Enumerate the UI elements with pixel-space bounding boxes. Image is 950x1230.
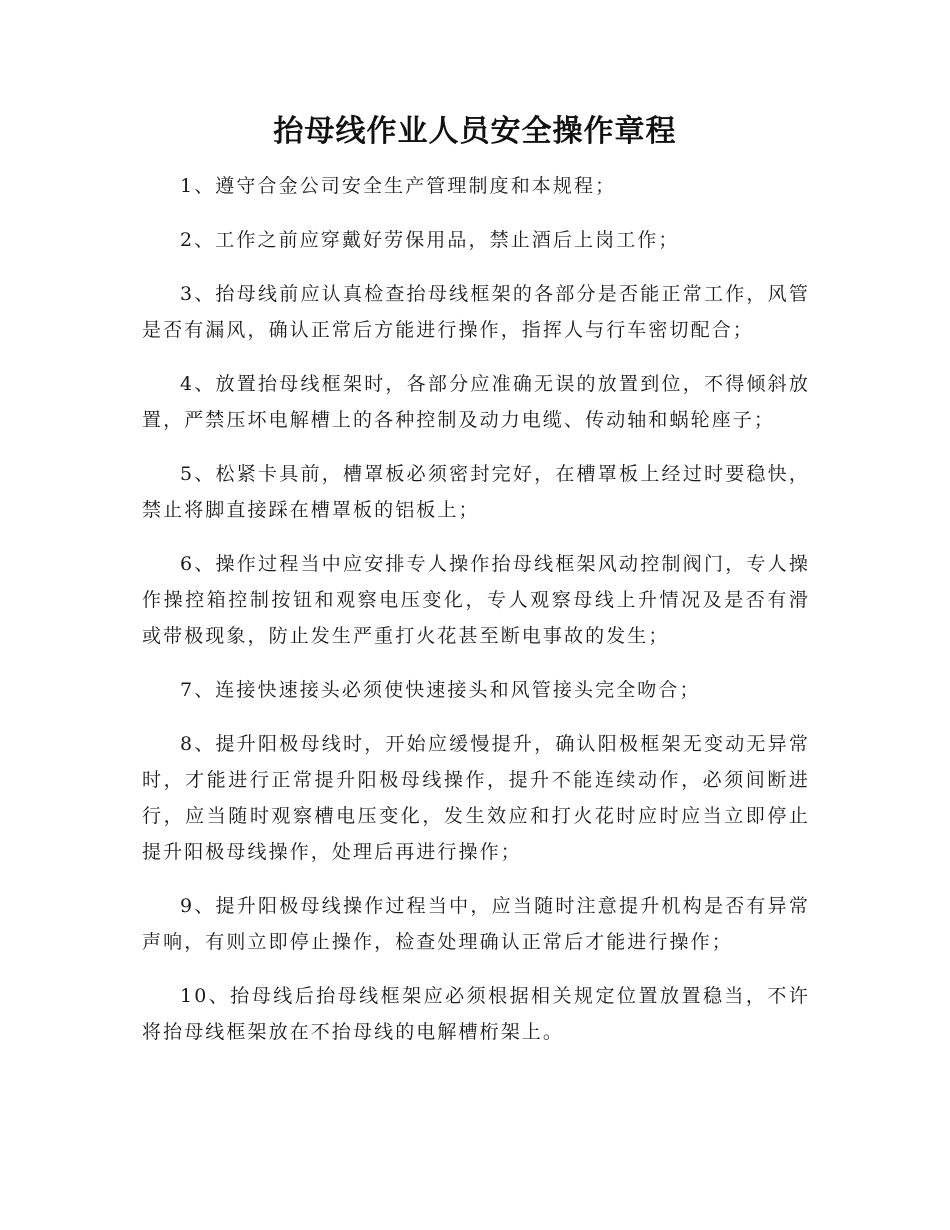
- paragraph-8: 8、提升阳极母线时，开始应缓慢提升，确认阳极框架无变动无异常时，才能进行正常提升阳极母线操作，提升不能连续动作，必须间断进行，应当随时观察槽电压变化，发生效应和打火花时应时应当立即停止提升阳极母线操作，处理后再进行操作；: [142, 733, 810, 863]
- document-body: [142, 168, 810, 1068]
- paragraph-4: 4、放置抬母线框架时，各部分应准确无误的放置到位，不得倾斜放置，严禁压坏电解槽上的各种控制及动力电缆、传动轴和蜗轮座子；: [142, 373, 810, 431]
- paragraph-1: 1、遵守合金公司安全生产管理制度和本规程；: [180, 175, 617, 197]
- paragraph-3: 3、抬母线前应认真检查抬母线框架的各部分是否能正常工作，风管是否有漏风，确认正常后方能进行操作，指挥人与行车密切配合；: [142, 283, 810, 341]
- paragraph-7: 7、连接快速接头必须使快速接头和风管接头完全吻合；: [180, 679, 701, 701]
- paragraph-9: 9、提升阳极母线操作过程当中，应当随时注意提升机构是否有异常声响，有则立即停止操作，检查处理确认正常后才能进行操作；: [142, 895, 810, 953]
- paragraph-5: 5、松紧卡具前，槽罩板必须密封完好，在槽罩板上经过时要稳快，禁止将脚直接踩在槽罩板的铝板上；: [142, 463, 810, 521]
- paragraph-10: 10、抬母线后抬母线框架应必须根据相关规定位置放置稳当，不许将抬母线框架放在不抬母线的电解槽桁架上。: [142, 985, 810, 1043]
- paragraph-6: 6、操作过程当中应安排专人操作抬母线框架风动控制阀门，专人操作操控箱控制按钮和观察电压变化，专人观察母线上升情况及是否有滑或带极现象，防止发生严重打火花甚至断电事故的发生；: [142, 553, 810, 647]
- page-title: 抬母线作业人员安全操作章程: [273, 114, 677, 149]
- paragraph-2: 2、工作之前应穿戴好劳保用品，禁止酒后上岗工作；: [180, 229, 680, 251]
